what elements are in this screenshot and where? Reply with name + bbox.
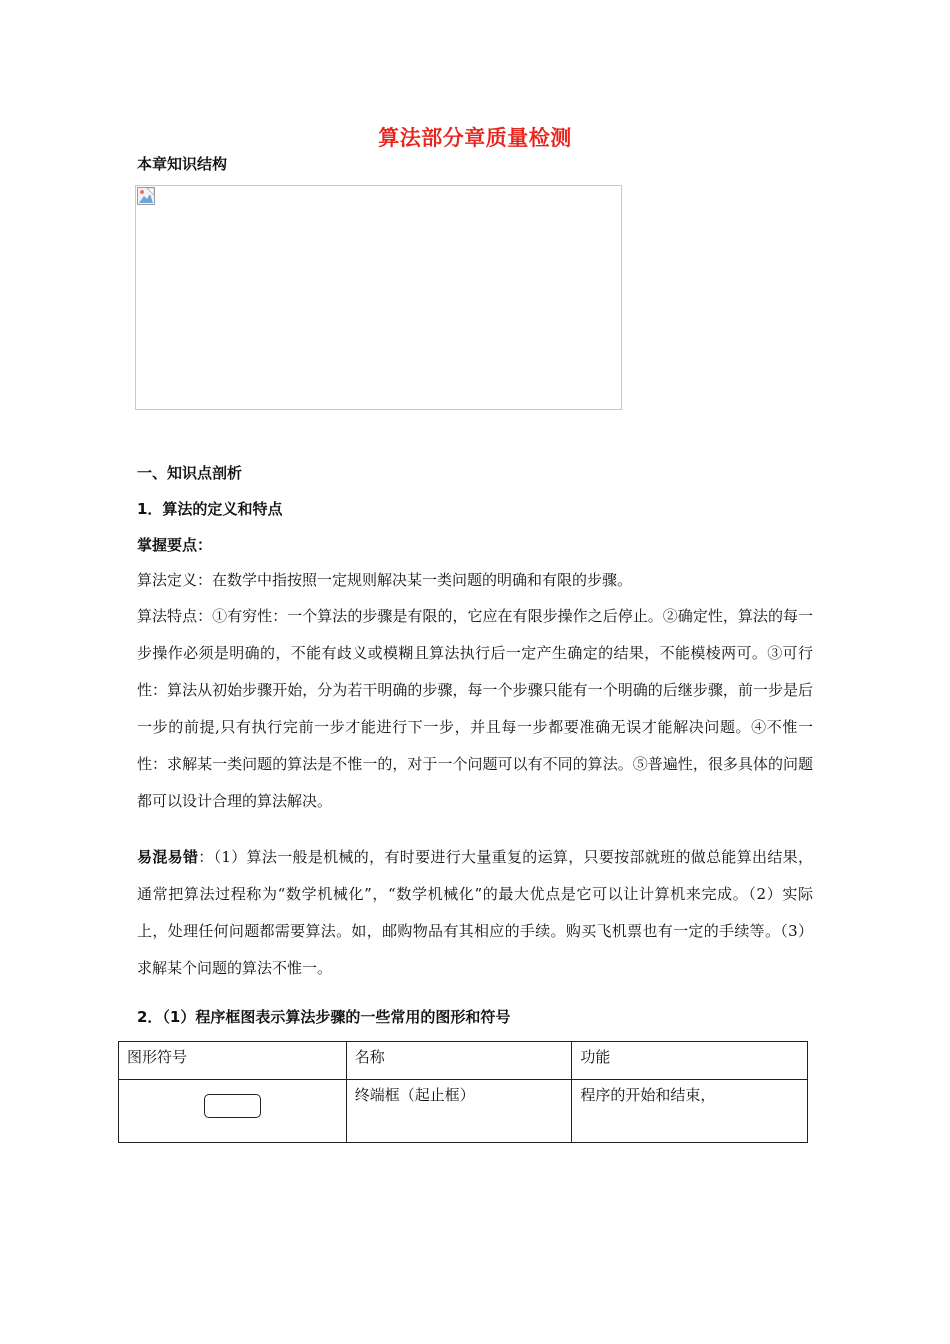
symbol-cell — [119, 1080, 347, 1143]
broken-image-icon — [137, 187, 155, 205]
name-cell: 终端框（起止框） — [346, 1080, 572, 1143]
knowledge-structure-image — [135, 185, 622, 410]
section-heading: 一、知识点剖析 — [137, 464, 243, 482]
table-header-cell: 功能 — [572, 1042, 808, 1080]
item2-heading — [137, 1006, 510, 1027]
features-paragraph: 算法特点：①有穷性：一个算法的步骤是有限的，它应在有限步操作之后停止。②确定性，算法的每一步操作必须是明确的，不能有歧义或模糊且算法执行后一定产生确定的结果，不能模棱两可。③可行性：算法从初始步骤开始，分为若干明确的步骤，每一个步骤只能有一个明确的后继步骤，前一步是后一步的前提,只有执行完前一步才能进行下一步，并且每一步都要准确无误才能解决问题。④不惟一性：求解某一类问题的算法是不惟一的，对于一个问题可以有不同的算法。⑤普遍性，很多具体的问题都可以设计合理的算法解决。 — [137, 607, 813, 810]
pitfalls-paragraph — [137, 839, 813, 987]
document-title: 算法部分章质量检测 — [378, 126, 572, 150]
flowchart-symbol-table — [118, 1041, 808, 1143]
table-header-cell: 图形符号 — [119, 1042, 347, 1080]
pitfalls-text: ：（1）算法一般是机械的，有时要进行大量重复的运算，只要按部就班的做总能算出结果，通常把算法过程称为“数学机械化”，“数学机械化”的最大优点是它可以让计算机来完成。（2）实际上，处理任何问题都需要算法。如，邮购物品有其相应的手续。购买飞机票也有一定的手续等。（3）求解某个问题的算法不惟一。 — [137, 848, 813, 977]
function-cell: 程序的开始和结束， — [572, 1080, 808, 1143]
definition-paragraph: 算法定义：在数学中指按照一定规则解决某一类问题的明确和有限的步骤。 — [137, 571, 633, 589]
table-row — [119, 1080, 808, 1143]
item1-heading: 1．算法的定义和特点 — [137, 500, 283, 518]
terminal-box-shape — [204, 1094, 261, 1118]
item2-heading-text: 2．（1）程序框图表示算法步骤的一些常用的图形和符号 — [137, 1008, 511, 1026]
table-header-cell: 名称 — [346, 1042, 572, 1080]
table-header-row — [119, 1042, 808, 1080]
pitfalls-label: 易混易错 — [137, 848, 199, 866]
structure-heading: 本章知识结构 — [137, 155, 228, 173]
key-points-label: 掌握要点： — [137, 536, 213, 554]
